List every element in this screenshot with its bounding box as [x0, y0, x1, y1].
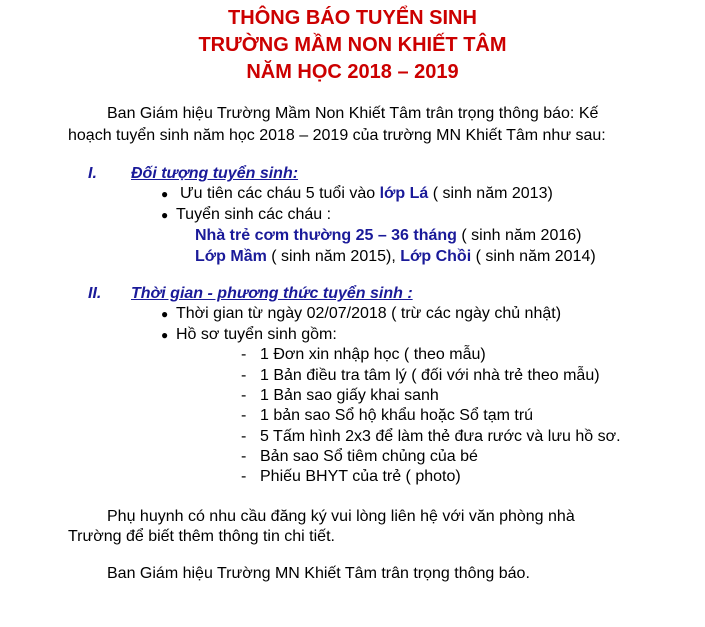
footer-paragraph-1-line-2: Trường để biết thêm thông tin chi tiết. — [68, 528, 335, 545]
bullet-icon: ● — [161, 208, 169, 222]
dash-icon: - — [241, 346, 247, 363]
list-item: 1 Đơn xin nhập học ( theo mẫu) — [260, 346, 486, 363]
title-line-1: THÔNG BÁO TUYỂN SINH — [228, 7, 477, 29]
title-line-3: NĂM HỌC 2018 – 2019 — [246, 61, 459, 83]
bullet-icon: ● — [161, 307, 169, 321]
dash-icon: - — [241, 367, 247, 384]
list-item: Bản sao Sổ tiêm chủng của bé — [260, 448, 478, 465]
list-item: 1 Bản điều tra tâm lý ( đối với nhà trẻ theo mẫu) — [260, 367, 600, 384]
section-1-heading: Đối tượng tuyển sinh: — [131, 165, 299, 182]
bullet-icon: ● — [161, 187, 169, 201]
intro-line-1: Ban Giám hiệu Trường Mầm Non Khiết Tâm trân trọng thông báo: Kế — [107, 105, 599, 122]
section-2-number: II. — [88, 285, 102, 302]
section-2-heading: Thời gian - phương thức tuyển sinh : — [131, 285, 413, 302]
intro-line-2: hoạch tuyển sinh năm học 2018 – 2019 của trường MN Khiết Tâm như sau: — [68, 127, 606, 144]
footer-paragraph-2: Ban Giám hiệu Trường MN Khiết Tâm trân trọng thông báo. — [107, 565, 530, 582]
section-2-bullet-2: Hồ sơ tuyển sinh gồm: — [176, 326, 337, 343]
dash-icon: - — [241, 428, 247, 445]
dash-icon: - — [241, 387, 247, 404]
title-line-2: TRƯỜNG MẦM NON KHIẾT TÂM — [198, 34, 507, 56]
section-1-bullet-2: Tuyển sinh các cháu : — [176, 206, 332, 223]
list-item: Phiếu BHYT của trẻ ( photo) — [260, 468, 461, 485]
footer-paragraph-1-line-1: Phụ huynh có nhu cầu đăng ký vui lòng liên hệ với văn phòng nhà — [107, 508, 575, 525]
list-item: 1 Bản sao giấy khai sanh — [260, 387, 439, 404]
dash-icon: - — [241, 407, 247, 424]
section-1-sub-2: Lớp Mầm ( sinh năm 2015), Lớp Chồi ( sinh năm 2014) — [195, 248, 596, 265]
list-item: 5 Tấm hình 2x3 để làm thẻ đưa rước và lưu hồ sơ. — [260, 428, 621, 445]
section-1-number: I. — [88, 165, 97, 182]
dash-icon: - — [241, 468, 247, 485]
list-item: 1 bản sao Sổ hộ khẩu hoặc Sổ tạm trú — [260, 407, 534, 424]
section-1-bullet-1: Ưu tiên các cháu 5 tuổi vào lớp Lá ( sinh năm 2013) — [180, 185, 553, 202]
section-2-bullet-1: Thời gian từ ngày 02/07/2018 ( trừ các ngày chủ nhật) — [176, 305, 562, 322]
section-1-sub-1: Nhà trẻ cơm thường 25 – 36 tháng ( sinh năm 2016) — [195, 227, 582, 244]
bullet-icon: ● — [161, 328, 169, 342]
dash-icon: - — [241, 448, 247, 465]
